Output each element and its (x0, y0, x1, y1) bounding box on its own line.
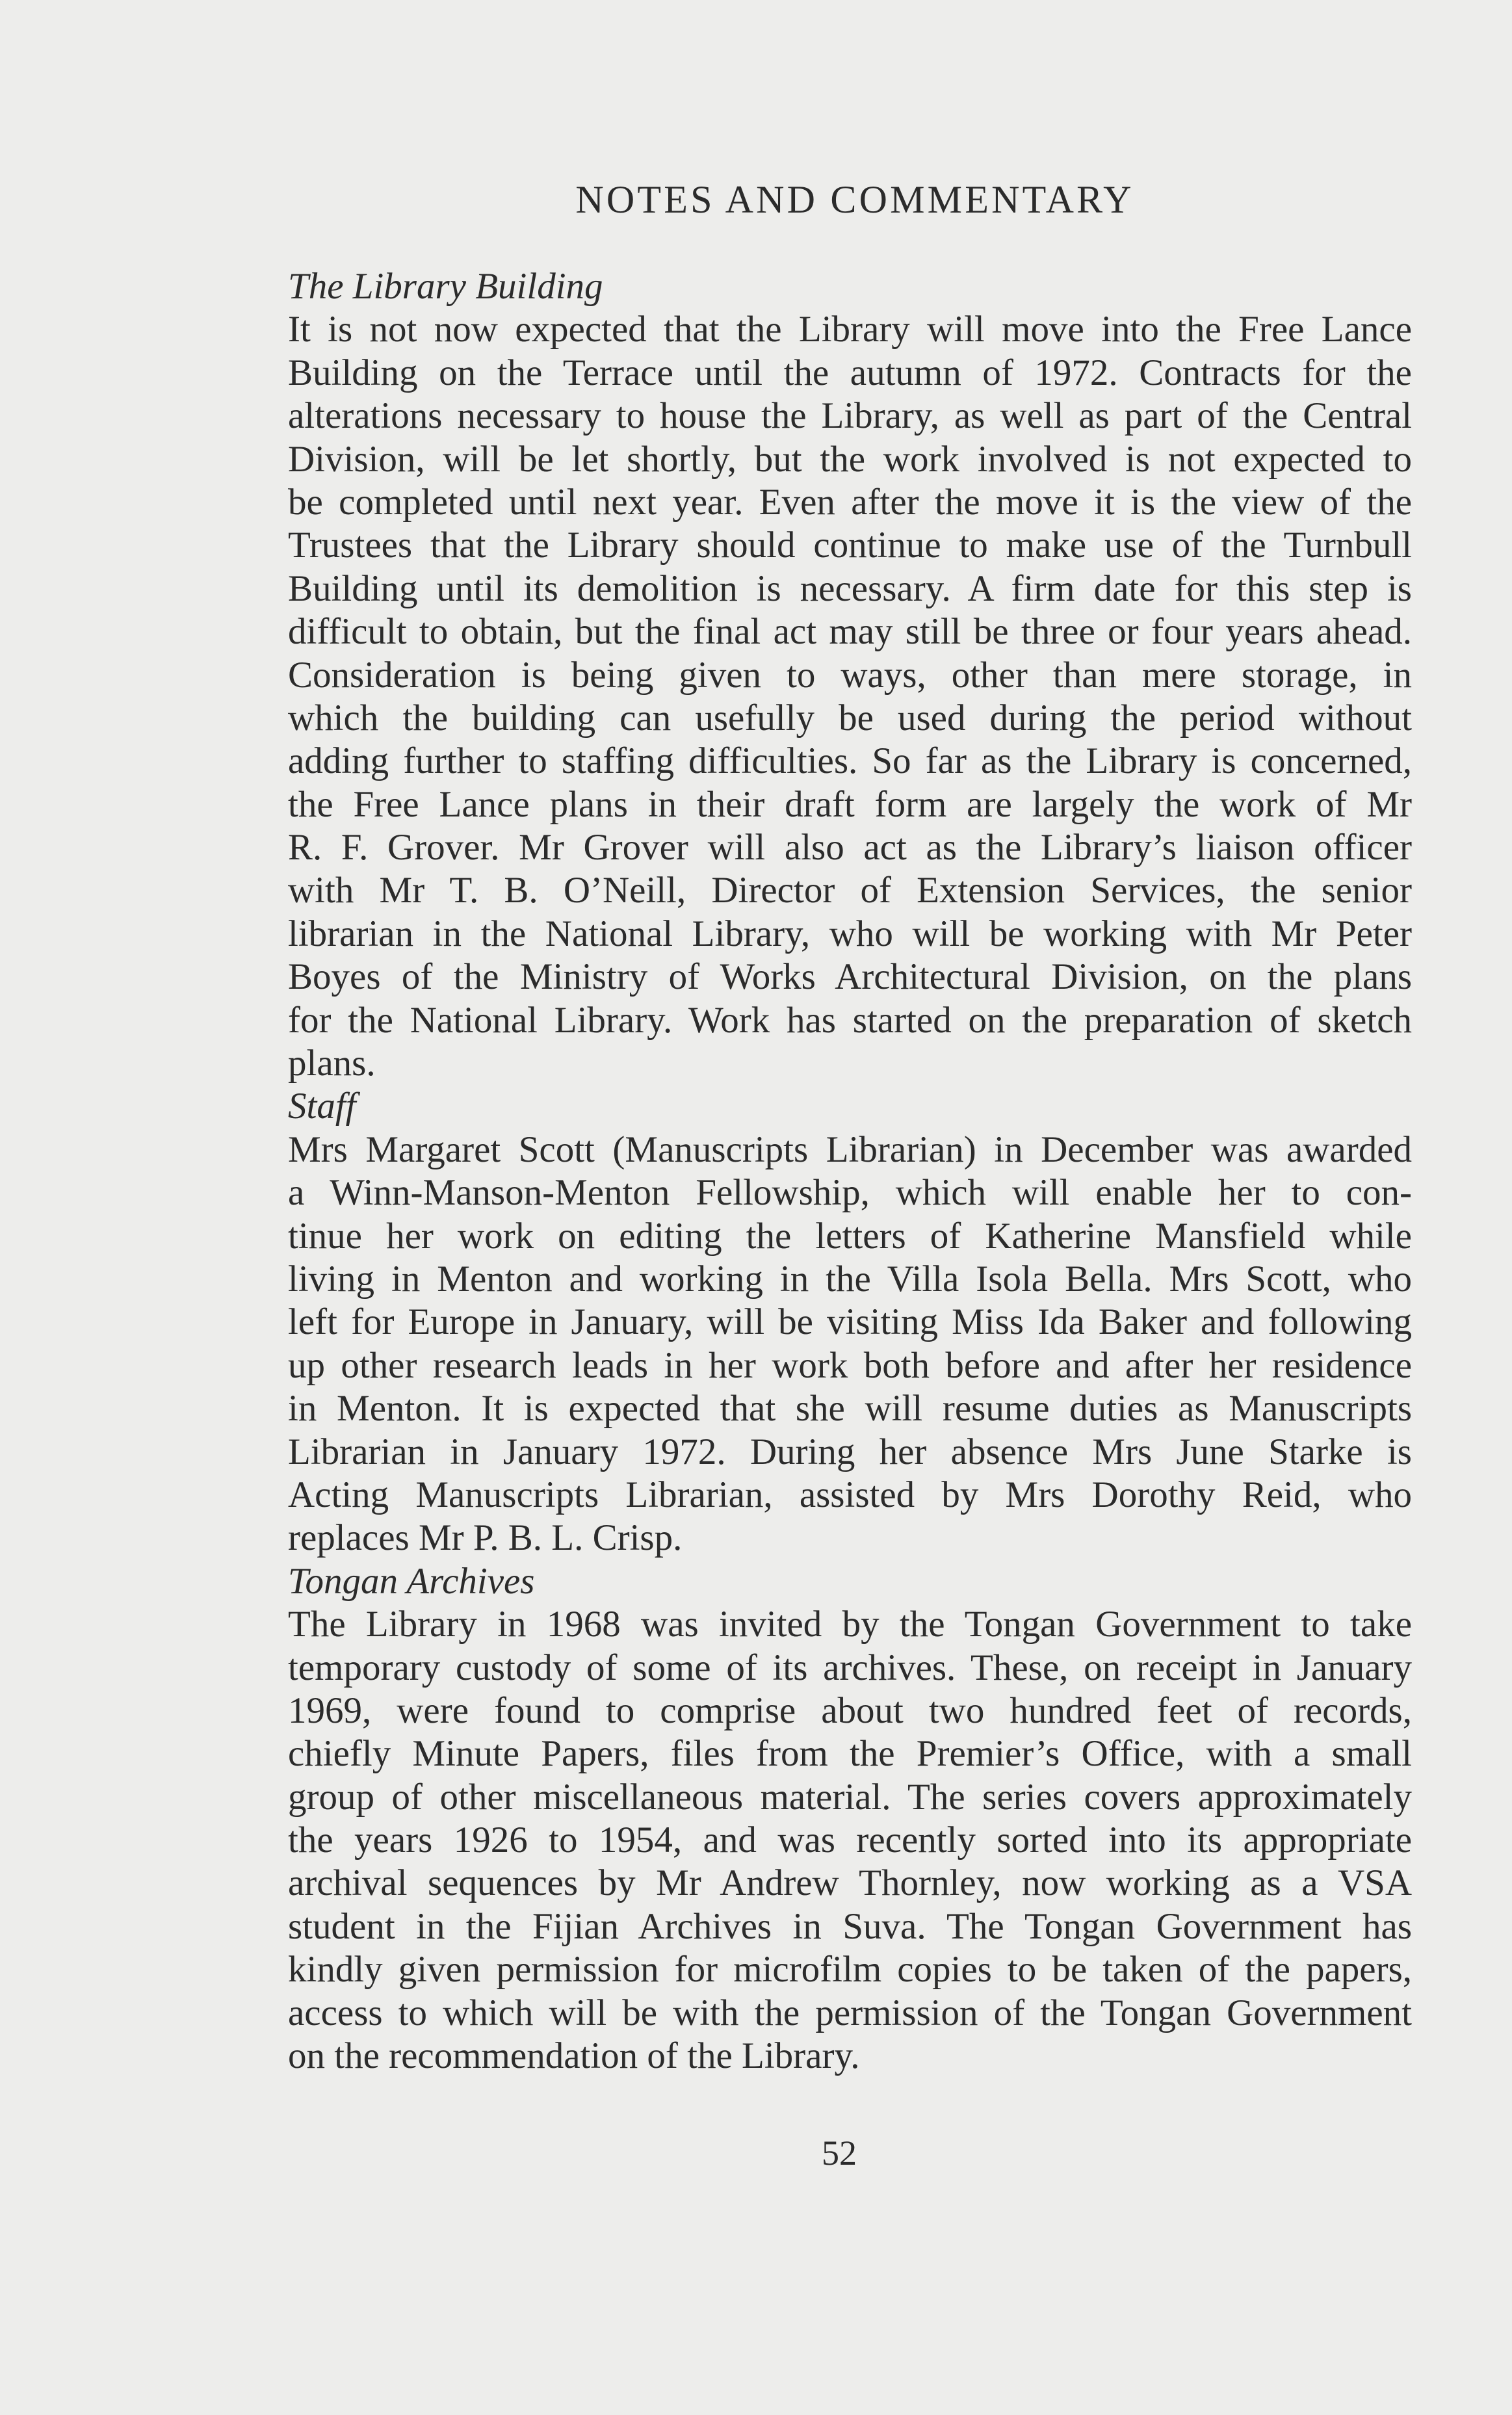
text-line: alterations necessary to house the Library, as well as part of the Central (288, 395, 1412, 437)
text-line: Boyes of the Ministry of Works Architectural Division, on the plans (288, 956, 1412, 998)
section-heading: The Library Building (288, 266, 603, 307)
text-line: archival sequences by Mr Andrew Thornley, now working as a VSA (288, 1862, 1412, 1904)
text-line: living in Menton and working in the Villa Isola Bella. Mrs Scott, who (288, 1258, 1412, 1299)
page-title: NOTES AND COMMENTARY (575, 178, 1134, 221)
article-body (288, 265, 1412, 2078)
text-line: temporary custody of some of its archives. These, on receipt in January (288, 1647, 1412, 1688)
text-line: Division, will be let shortly, but the work involved is not expected to (288, 438, 1412, 480)
page-number: 52 (822, 2134, 857, 2173)
section-heading: Staff (288, 1086, 356, 1127)
text-line: on the recommendation of the Library. (288, 2035, 860, 2077)
text-line: It is not now expected that the Library will move into the Free Lance (288, 309, 1412, 350)
text-line: kindly given permission for microfilm copies to be taken of the papers, (288, 1949, 1412, 1991)
text-line: a Winn-Manson-Menton Fellowship, which will enable her to con- (288, 1172, 1412, 1214)
text-line: Trustees that the Library should continue to make use of the Turnbull (288, 525, 1412, 566)
text-line: left for Europe in January, will be visiting Miss Ida Baker and following (288, 1301, 1412, 1343)
text-line: Consideration is being given to ways, other than mere storage, in (288, 654, 1412, 696)
text-line: chiefly Minute Papers, files from the Premier’s Office, with a small (288, 1733, 1412, 1775)
text-line: Building on the Terrace until the autumn of 1972. Contracts for the (288, 352, 1412, 393)
text-line: plans. (288, 1043, 376, 1084)
text-line: tinue her work on editing the letters of Katherine Mansfield while (288, 1215, 1412, 1257)
text-line: Building until its demolition is necessary. A firm date for this step is (288, 568, 1412, 609)
text-line: up other research leads in her work both before and after her residence (288, 1344, 1412, 1386)
text-line: adding further to staffing difficulties. So far as the Library is concerned, (288, 740, 1412, 782)
section (288, 1085, 1412, 1560)
text-line: The Library in 1968 was invited by the Tongan Government to take (288, 1604, 1412, 1645)
text-line: replaces Mr P. B. L. Crisp. (288, 1517, 683, 1559)
text-line: access to which will be with the permission of the Tongan Government (288, 1992, 1412, 2033)
text-line: with Mr T. B. O’Neill, Director of Extension Services, the senior (288, 870, 1412, 911)
text-line: for the National Library. Work has started on the preparation of sketch (288, 999, 1412, 1041)
text-line: group of other miscellaneous material. The series covers approximately (288, 1776, 1412, 1818)
text-line: be completed until next year. Even after the move it is the view of the (288, 481, 1412, 523)
text-line: in Menton. It is expected that she will resume duties as Manuscripts (288, 1388, 1412, 1429)
text-line: the years 1926 to 1954, and was recently sorted into its appropriate (288, 1820, 1412, 1861)
text-line: Acting Manuscripts Librarian, assisted by Mrs Dorothy Reid, who (288, 1474, 1412, 1515)
text-line: Librarian in January 1972. During her absence Mrs June Starke is (288, 1431, 1412, 1472)
text-line: difficult to obtain, but the final act may still be three or four years ahead. (288, 611, 1412, 653)
text-line: Mrs Margaret Scott (Manuscripts Librarian) in December was awarded (288, 1129, 1412, 1170)
text-line: 1969, were found to comprise about two hundred feet of records, (288, 1690, 1412, 1731)
text-line: R. F. Grover. Mr Grover will also act as the Library’s liaison officer (288, 827, 1412, 868)
section (288, 265, 1412, 1085)
section-heading: Tongan Archives (288, 1560, 535, 1602)
section (288, 1560, 1412, 2078)
text-line: student in the Fijian Archives in Suva. The Tongan Government has (288, 1905, 1412, 1947)
text-line: the Free Lance plans in their draft form are largely the work of Mr (288, 783, 1412, 825)
text-line: which the building can usefully be used during the period without (288, 697, 1412, 738)
text-line: librarian in the National Library, who will be working with Mr Peter (288, 913, 1412, 954)
